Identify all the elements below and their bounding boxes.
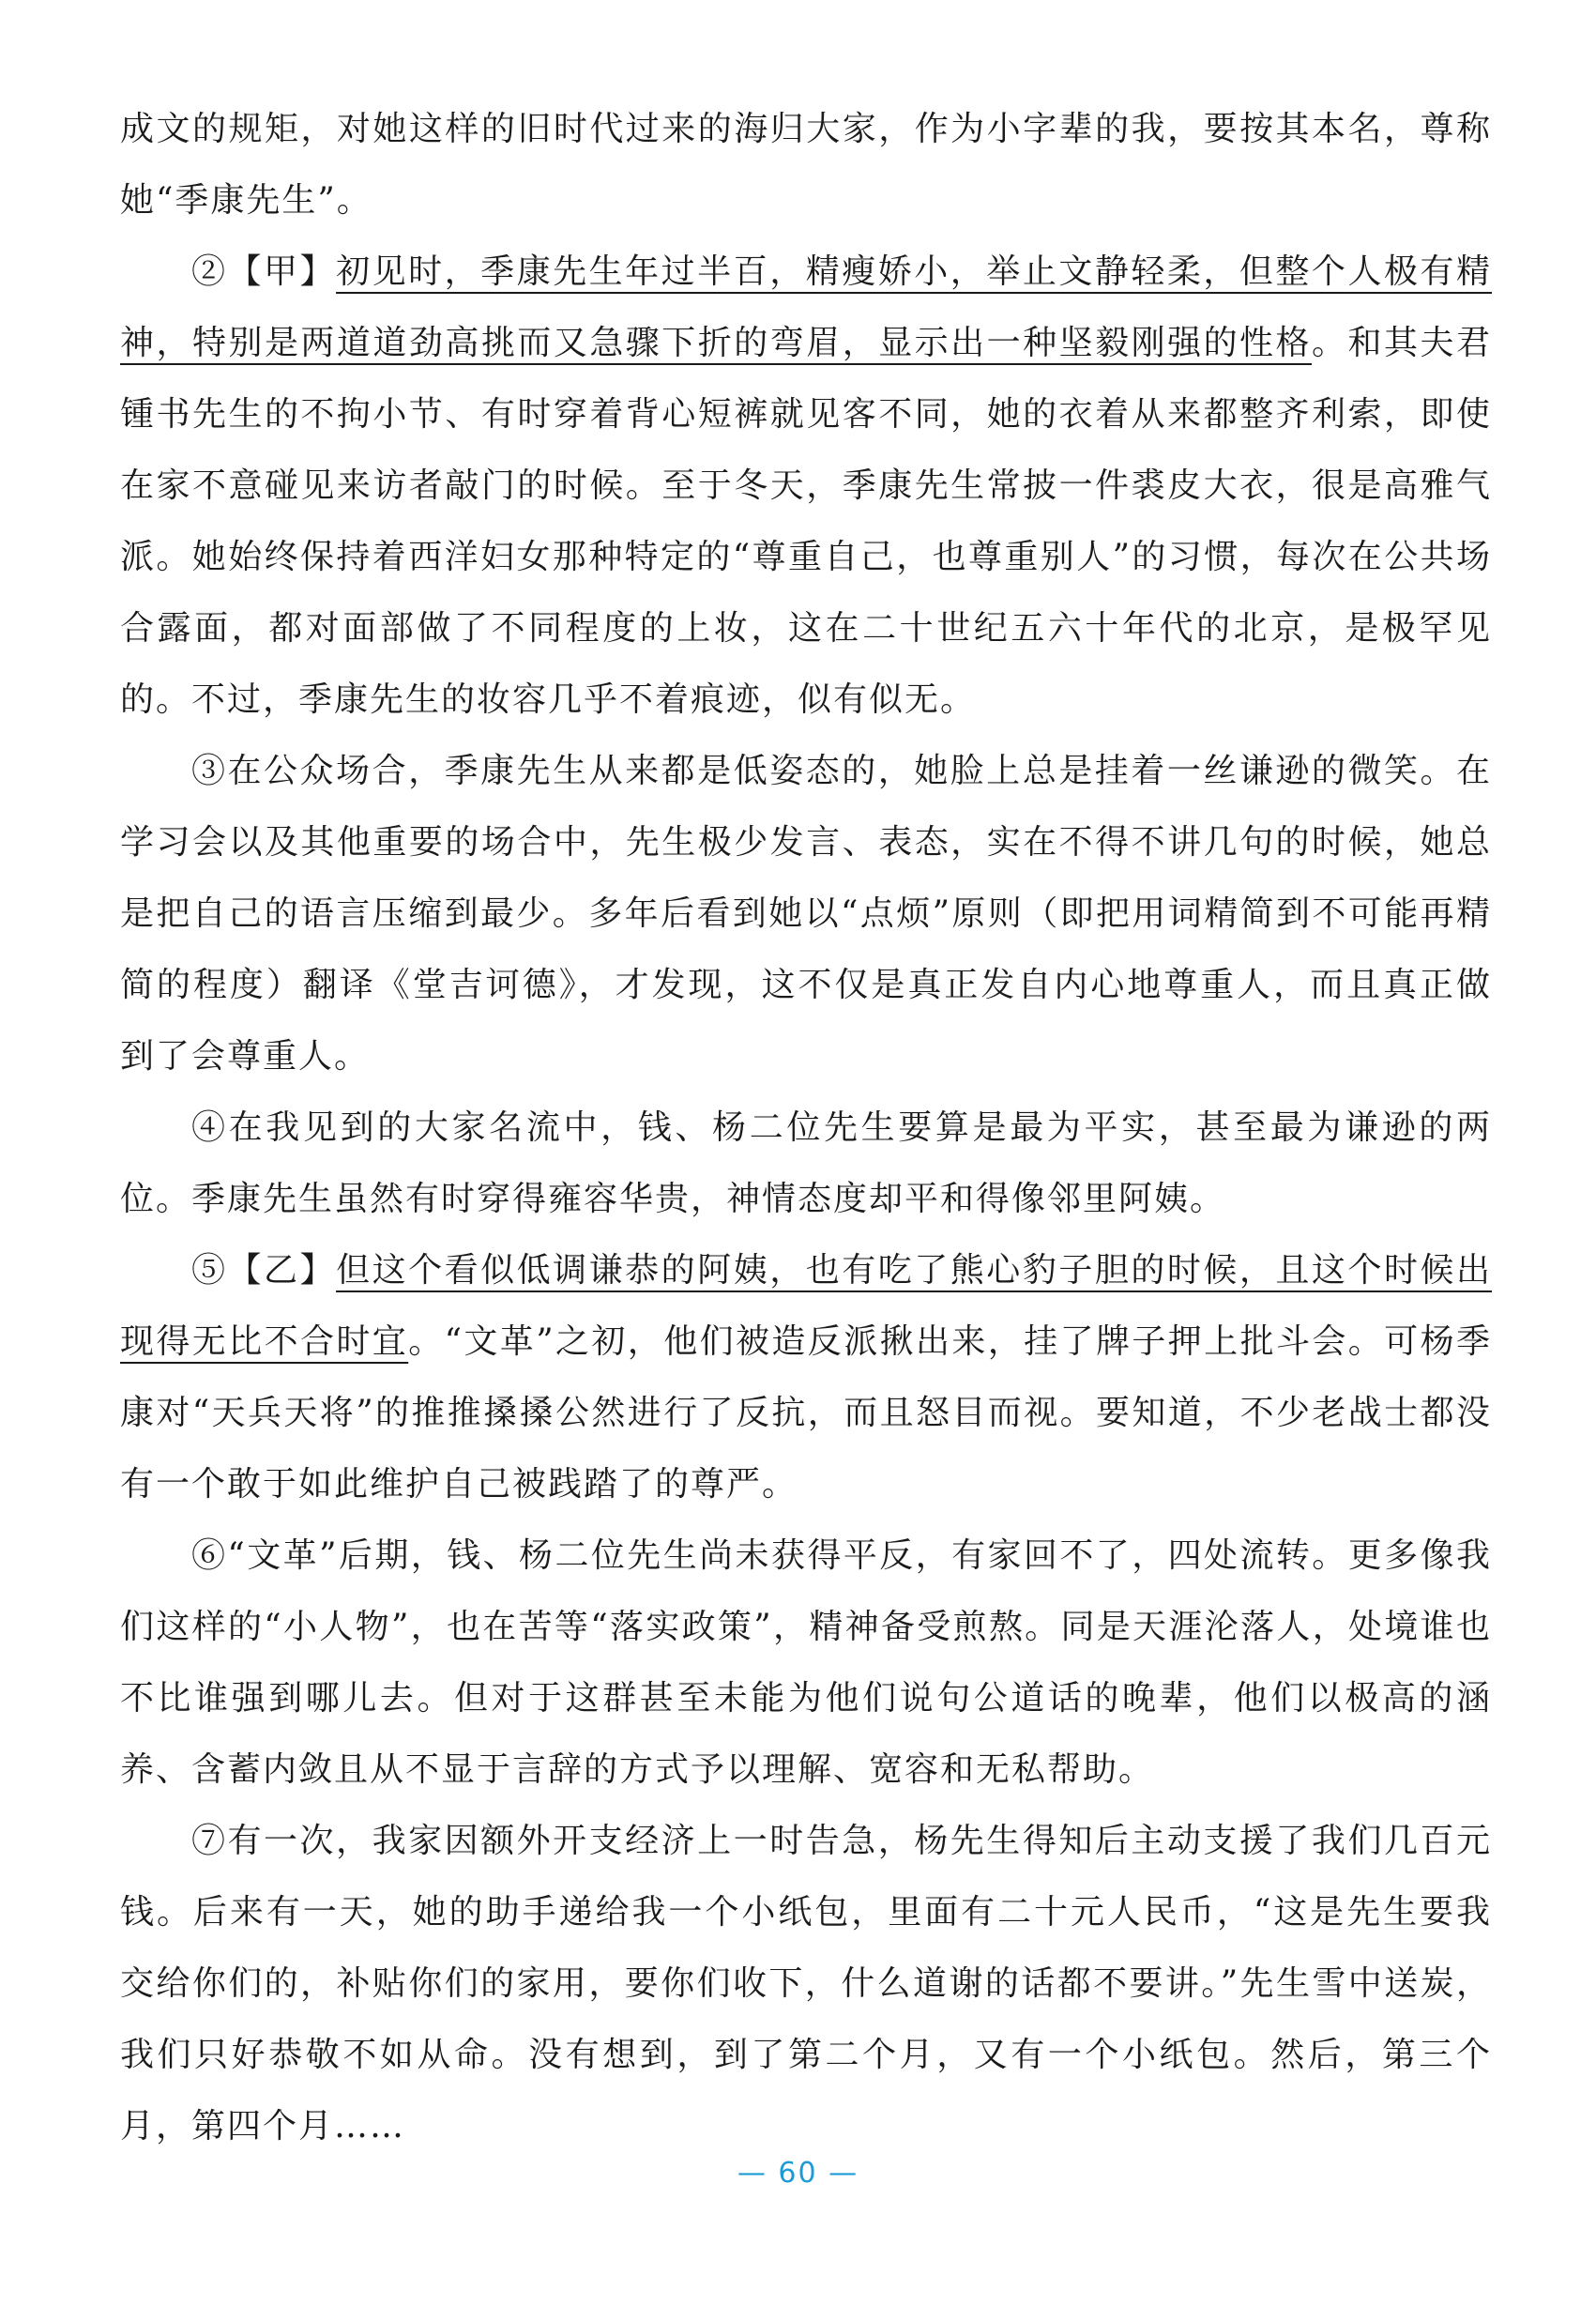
paragraph-5-underlined-passage: 但这个看似低调谦恭的阿姨，也有吃了熊心豹子胆的时候，且这个时候出现得无比不合时宜 [120,1251,1492,1361]
paragraph-6: ⑥“文革”后期，钱、杨二位先生尚未获得平反，有家回不了，四处流转。更多像我们这样的“小人物”，也在苦等“落实政策”，精神备受煎熬。同是天涯沦落人，处境谁也不比谁强到哪儿去。但对于这群甚至未能为他们说句公道话的晚辈，他们以极高的涵养、含蓄内敛且从不显于言辞的方式予以理解、宽容和无私帮助。 [120,1536,1492,1789]
paragraph-2-underlined-passage: 初见时，季康先生年过半百，精瘦娇小，举止文静轻柔，但整个人极有精神，特别是两道道劲高挑而又急骤下折的弯眉，显示出一种坚毅刚强的性格 [120,252,1492,362]
page-number: — 60 — [737,2157,859,2190]
paragraph-2-text: 。和其夫君锺书先生的不拘小节、有时穿着背心短裤就见客不同，她的衣着从来都整齐利索，即使在家不意碰见来访者敲门的时候。至于冬天，季康先生常披一件裘皮大衣，很是高雅气派。她始终保持着西洋妇女那种特定的“尊重自己，也尊重别人”的习惯，每次在公共场合露面，都对面部做了不同程度的上妆，这在二十世纪五六十年代的北京，是极罕见的。不过，季康先生的妆容几乎不着痕迹，似有似无。 [120,324,1492,719]
paragraph-3: ③在公众场合，季康先生从来都是低姿态的，她脸上总是挂着一丝谦逊的微笑。在学习会以及其他重要的场合中，先生极少发言、表态，实在不得不讲几句的时候，她总是把自己的语言压缩到最少。多年后看到她以“点烦”原则（即把用词精简到不可能再精简的程度）翻译《堂吉诃德》，才发现，这不仅是真正发自内心地尊重人，而且真正做到了会尊重人。 [120,752,1492,1076]
paragraph-4: ④在我见到的大家名流中，钱、杨二位先生要算是最为平实，甚至最为谦逊的两位。季康先生虽然有时穿得雍容华贵，神情态度却平和得像邻里阿姨。 [120,1108,1492,1218]
paragraph-5-text: 。“文革”之初，他们被造反派揪出来，挂了牌子押上批斗会。可杨季康对“天兵天将”的推推搡搡公然进行了反抗，而且怒目而视。要知道，不少老战士都没有一个敢于如此维护自己被践踏了的尊严。 [120,1322,1492,1504]
paragraph-7: ⑦有一次，我家因额外开支经济上一时告急，杨先生得知后主动支援了我们几百元钱。后来有一天，她的助手递给我一个小纸包，里面有二十元人民币，“这是先生要我交给你们的，补贴你们的家用，要你们收下，什么道谢的话都不要讲。”先生雪中送炭，我们只好恭敬不如从命。没有想到，到了第二个月，又有一个小纸包。然后，第三个月，第四个月…… [120,1822,1492,2146]
paragraph-1-continued: 成文的规矩，对她这样的旧时代过来的海归大家，作为小字辈的我，要按其本名，尊称她“季康先生”。 [120,110,1492,220]
article-body [120,94,1492,2162]
paragraph-2 [120,237,1492,736]
paragraph-5 [120,1235,1492,1520]
paragraph-5-number: ⑤【乙】 [191,1251,337,1290]
paragraph-2-number: ②【甲】 [191,252,337,291]
